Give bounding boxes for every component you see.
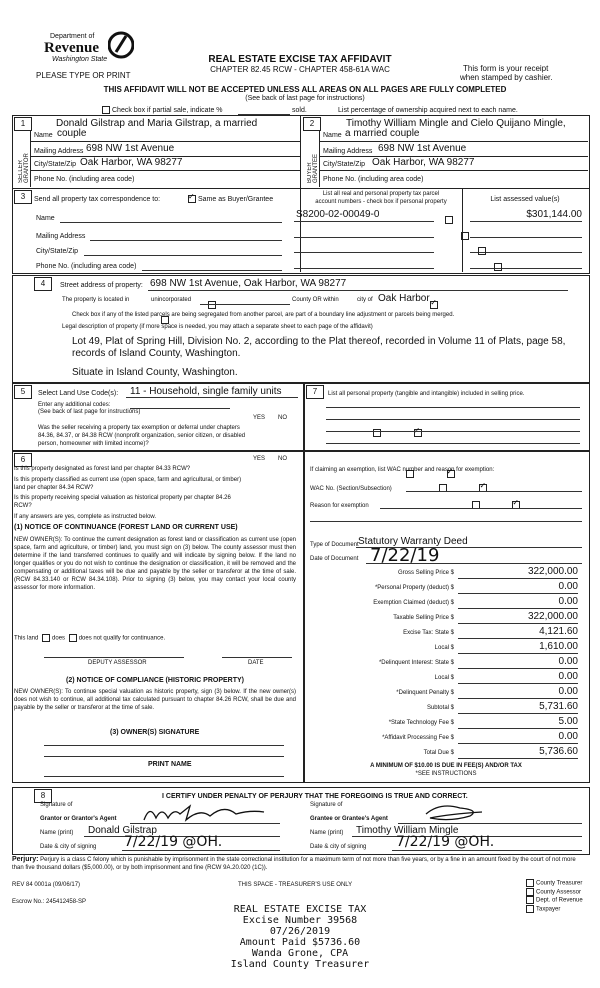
s5-question1: Was the seller receiving a property tax exemption or deferral under chapters 84.36, 84.37, or 84.38 RCW (nonprofit organization, senior citizen, or disabled person, homeowner with limited income)? [38, 425, 246, 447]
grantee-sig-of: Signature of [310, 802, 343, 808]
stamp-line: Wanda Grone, CPA [251, 948, 349, 959]
doc-type: Statutory Warranty Deed [358, 536, 468, 547]
dist-dept-revenue-checkbox[interactable] [526, 896, 534, 904]
dist-taxpayer-checkbox[interactable] [526, 905, 534, 913]
dept-line2: Revenue [44, 40, 99, 56]
calc-row [304, 581, 588, 595]
seller-vlabel: SELLER GRANTOR [18, 153, 30, 183]
grantor-signature [140, 800, 270, 824]
section8-number: 8 [34, 789, 52, 803]
wac-label: WAC No. (Section/Subsection) [310, 486, 392, 492]
form-chapter: CHAPTER 82.45 RCW - CHAPTER 458-61A WAC [210, 65, 390, 74]
certify-text: I CERTIFY UNDER PENALTY OF PERJURY THAT THE FOREGOING IS TRUE AND CORRECT. [162, 793, 468, 800]
legal-label: Legal description of property (if more space is needed, you may attach a separate sheet to each page of the affidavit) [62, 324, 373, 330]
calc-row-value: 0.00 [458, 686, 578, 699]
see-instructions: *SEE INSTRUCTIONS [415, 771, 477, 777]
parcel-number: S8200-02-00049-0 [296, 209, 380, 220]
personal-prop-checkbox-1[interactable] [445, 216, 453, 224]
calc-row-value: 0.00 [458, 671, 578, 684]
buyer-vlabel: BUYER GRANTEE [307, 153, 319, 183]
calc-row-value: 0.00 [458, 731, 578, 744]
grantor-agent-label: Grantor or Grantor's Agent [40, 816, 117, 822]
notice1-title: (1) NOTICE OF CONTINUANCE (FOREST LAND OR CURRENT USE) [14, 524, 238, 531]
does-checkbox[interactable] [42, 634, 50, 642]
calc-row [304, 596, 588, 610]
form-title: REAL ESTATE EXCISE TAX AFFIDAVIT [208, 54, 392, 65]
assessor-date-label: DATE [248, 660, 264, 666]
dept-line1: Department of [50, 33, 95, 40]
calc-row-value: 4,121.60 [458, 626, 578, 639]
section1-number: 1 [14, 117, 32, 131]
calc-row [304, 656, 588, 670]
seller-mail-label: Mailing Address [34, 148, 84, 155]
legal-line1: Lot 49, Plat of Spring Hill, Division No. 2, according to the Plat thereof, recorded in Volume 11 of Plats, page 58, [72, 336, 566, 347]
stamp-line: REAL ESTATE EXCISE TAX [233, 904, 367, 915]
calc-row [304, 746, 588, 760]
partial-sale-row: Check box if partial sale, indicate % [100, 106, 223, 115]
assessed-header: List assessed value(s) [490, 196, 560, 203]
city-of-checkbox[interactable] [430, 301, 438, 309]
section4-number: 4 [34, 277, 52, 291]
section6-number: 6 [14, 453, 32, 467]
dist-label: County Treasurer [536, 880, 583, 887]
dist-county-treasurer-checkbox[interactable] [526, 879, 534, 887]
buyer-name-line1: Timothy William Mingle and Cielo Quijano Mingle, [346, 118, 566, 129]
section2-number: 2 [303, 117, 321, 131]
calc-row-value: 322,000.00 [458, 611, 578, 624]
calc-row-label: Taxable Selling Price $ [393, 615, 454, 621]
grantee-date-label: Date & city of signing [310, 844, 367, 850]
s3-mail-label: Mailing Address [36, 233, 86, 240]
same-as-buyer-row: ✓ Same as Buyer/Grantee [186, 195, 273, 204]
personal-prop-checkbox-2[interactable] [461, 232, 469, 240]
does-not-checkbox[interactable] [69, 634, 77, 642]
legal-line2: records of Island County, Washington. [72, 348, 241, 359]
buyer-name-line2: a married couple [345, 128, 420, 139]
personal-prop-checkbox-4[interactable] [494, 263, 502, 271]
assessed-value: $301,144.00 [526, 209, 582, 220]
personal-property-label: List all personal property (tangible and intangible) included in selling price. [328, 391, 525, 397]
notice2-title: (2) NOTICE OF COMPLIANCE (HISTORIC PROPERTY) [66, 677, 244, 684]
grantor-date: 7/22/19 @OH. [124, 834, 223, 850]
dist-label: Taxpayer [536, 906, 561, 913]
calc-row-value: 5.00 [458, 716, 578, 729]
rev-number: REV 84 0001a (09/06/17) [12, 882, 81, 888]
grantee-name-label: Name (print) [310, 830, 344, 836]
buyer-city-label: City/State/Zip [323, 161, 366, 168]
s6-no: NO [278, 456, 287, 462]
calc-row-label: *Delinquent Penalty $ [396, 690, 454, 696]
grantee-agent-label: Grantee or Grantee's Agent [310, 816, 388, 822]
calc-row-value: 5,731.60 [458, 701, 578, 714]
seller-name-label: Name [34, 132, 53, 139]
legal-line3: Situate in Island County, Washington. [72, 367, 238, 378]
personal-prop-checkbox-3[interactable] [478, 247, 486, 255]
list-pct-label: List percentage of ownership acquired next to each name. [338, 107, 518, 114]
exemption-label: If claiming an exemption, list WAC number and reason for exemption: [310, 467, 495, 473]
stamp-line: Excise Number 39568 [242, 915, 358, 926]
seller-city: Oak Harbor, WA 98277 [80, 157, 183, 168]
s6-if-yes: If any answers are yes, complete as instructed below. [14, 514, 157, 520]
calc-row [304, 701, 588, 715]
s6-question2: Is this property classified as current use (open space, farm and agricultural, or timber) land per chapter 84.34 RCW? [14, 477, 242, 491]
calc-row-value: 1,610.00 [458, 641, 578, 654]
dor-logo-icon [108, 30, 134, 60]
partial-sale-checkbox[interactable] [102, 106, 110, 114]
deputy-assessor-label: DEPUTY ASSESSOR [88, 660, 147, 666]
seller-city-label: City/State/Zip [34, 161, 77, 168]
calc-row-label: *State Technology Fee $ [388, 720, 454, 726]
calc-row-label: *Delinquent Interest: State $ [378, 660, 454, 666]
buyer-name-label: Name [323, 132, 342, 139]
additional-codes: Enter any additional codes: [38, 402, 111, 408]
this-land-row: This land does does not qualify for continuance. [14, 635, 166, 642]
calc-row [304, 641, 588, 655]
owner-signature-label: (3) OWNER(S) SIGNATURE [110, 729, 200, 736]
calc-row-label: *Personal Property (deduct) $ [374, 585, 454, 591]
s3-phone-label: Phone No. (including area code) [36, 263, 137, 270]
doc-date: 7/22/19 [370, 545, 440, 566]
street-label: Street address of property: [60, 282, 143, 289]
receipt-line2: when stamped by cashier. [460, 73, 553, 82]
dor-logo [44, 30, 134, 70]
notice2-body: NEW OWNER(S): To continue special valuation as historic property, sign (3) below. If the new owner(s) does not wish to continue, all additional tax calculated pursuant to chapter 84.26 RCW, shall be due and payable by the seller or transferor at the time of sale. [14, 689, 296, 711]
calc-row-label: Excise Tax: State $ [403, 630, 454, 636]
unincorporated-label: unincorporated [151, 297, 192, 303]
calc-row [304, 671, 588, 685]
perjury-text: Perjury: Perjury is a class C felony which is punishable by imprisonment in the state correctional institution for a maximum term of not more than five years, or by a fine in an amount fixed by the court of not more than five thousand dollars ($5,000.00), or by both imprisonment and fine (RCW 9A.20.020 (1C)). [12, 856, 576, 871]
doc-date-label: Date of Document [310, 556, 359, 562]
calc-row-label: Gross Selling Price $ [397, 570, 454, 576]
section5-number: 5 [14, 385, 32, 399]
calc-row-value: 322,000.00 [458, 566, 578, 579]
land-use-code: 11 - Household, single family units [130, 386, 282, 397]
calc-row-value: 0.00 [458, 656, 578, 669]
treasurer-stamp [200, 904, 400, 970]
distribution-list [524, 879, 583, 913]
calc-row [304, 626, 588, 640]
calc-row [304, 611, 588, 625]
seller-mail: 698 NW 1st Avenue [86, 143, 175, 154]
buyer-mail: 698 NW 1st Avenue [378, 143, 467, 154]
reason-label: Reason for exemption [310, 503, 369, 509]
same-as-buyer-checkbox[interactable] [188, 195, 196, 203]
buyer-city: Oak Harbor, WA 98277 [372, 157, 475, 168]
dept-line3: Washington State [52, 56, 108, 63]
see-back: (See back of last page for instructions) [245, 95, 365, 102]
located-label: The property is located in [62, 297, 130, 303]
grantor-sig-of: Signature of [40, 802, 73, 808]
seller-name-line2: couple [57, 128, 87, 139]
calc-row [304, 566, 588, 580]
treasurer-use-only: THIS SPACE - TREASURER'S USE ONLY [238, 882, 353, 888]
s5-see-back: (See back of last page for instructions) [38, 409, 141, 415]
county-or-label: County OR within [292, 297, 339, 303]
calc-row-value: 0.00 [458, 581, 578, 594]
calc-row-value: 5,736.60 [458, 746, 578, 759]
parcel-header1: List all real and personal property tax parcel [322, 191, 440, 197]
grantor-name-label: Name (print) [40, 830, 74, 836]
property-city: Oak Harbor [378, 293, 430, 304]
street-address: 698 NW 1st Avenue, Oak Harbor, WA 98277 [150, 278, 347, 289]
dist-label: County Assessor [536, 889, 582, 896]
escrow-number: Escrow No.: 245412458-SP [12, 899, 87, 905]
s5-no: NO [278, 415, 287, 421]
dist-county-assessor-checkbox[interactable] [526, 888, 534, 896]
land-use-label: Select Land Use Code(s): [38, 390, 119, 397]
send-label: Send all property tax correspondence to: [34, 196, 161, 203]
stamp-line: Amount Paid $5736.60 [239, 937, 361, 948]
s6-question3: Is this property receiving special valuation as historical property per chapter 84.26 RCW? [14, 495, 231, 509]
section3-number: 3 [14, 190, 32, 204]
calc-row-value: 0.00 [458, 596, 578, 609]
grantee-name: Timothy William Mingle [356, 825, 459, 836]
sold-label: sold. [292, 107, 307, 114]
calc-row-label: Local $ [434, 675, 454, 681]
grantor-name: Donald Gilstrap [88, 825, 157, 836]
doc-type-label: Type of Document [310, 542, 359, 548]
seller-phone-label: Phone No. (including area code) [34, 176, 135, 183]
calc-row-label: Total Due $ [423, 750, 454, 756]
print-name-label: PRINT NAME [148, 761, 192, 768]
grantee-signature [420, 800, 490, 824]
buyer-phone-label: Phone No. (including area code) [323, 176, 424, 183]
please-type: PLEASE TYPE OR PRINT [36, 71, 131, 80]
calc-row-label: *Affidavit Processing Fee $ [382, 735, 454, 741]
calc-row-label: Subtotal $ [426, 705, 454, 711]
seller-name-line1: Donald Gilstrap and Maria Gilstrap, a married [56, 118, 258, 129]
grantee-date: 7/22/19 @OH. [396, 834, 495, 850]
s5-yes: YES [253, 415, 266, 421]
parcel-header2: account numbers - check box if personal property [315, 199, 447, 205]
calc-row [304, 716, 588, 730]
section7-number: 7 [306, 385, 324, 399]
stamp-line: Island County Treasurer [230, 959, 370, 970]
s6-yes: YES [253, 456, 266, 462]
calc-row [304, 686, 588, 700]
s3-name-label: Name [36, 215, 55, 222]
stamp-line: 07/26/2019 [269, 926, 331, 937]
calc-row-label: Exemption Claimed (deduct) $ [373, 600, 454, 606]
s6-question1: Is this property designated as forest land per chapter 84.33 RCW? [14, 466, 191, 472]
buyer-mail-label: Mailing Address [323, 148, 373, 155]
warning-text: THIS AFFIDAVIT WILL NOT BE ACCEPTED UNLESS ALL AREAS ON ALL PAGES ARE FULLY COMPLETED [103, 85, 507, 94]
segregate-label: Check box if any of the listed parcels are being segregated from another parcel, are part of a boundary line adjustment or parcels being merged. [72, 312, 455, 318]
s3-city-label: City/State/Zip [36, 248, 79, 255]
grantor-date-label: Date & city of signing [40, 844, 97, 850]
city-of-label: city of [357, 297, 373, 303]
dist-label: Dept. of Revenue [536, 897, 583, 904]
calc-row-label: Local $ [434, 645, 454, 651]
calc-row [304, 731, 588, 745]
receipt-line1: This form is your receipt [463, 64, 549, 73]
notice1-body: NEW OWNER(S): To continue the current designation as forest land or classification as current use (open space, farm and agriculture, or timber) land, you must sign on (3) below. The county assessor must then determine if the land transferred continues to qualify and will indicate by signing below. If the land no longer qualifies or you do not wish to continue the designation or classification, it will be removed and the compensating or additional taxes will be due and payable by the seller or transferor at the time of sale. (RCW 84.33.140 or RCW 84.34.108). Prior to signing (3) below, you may contact your local county assessor for more information. [14, 537, 296, 591]
minimum-notice: A MINIMUM OF $10.00 IS DUE IN FEE(S) AND/OR TAX [370, 763, 522, 769]
